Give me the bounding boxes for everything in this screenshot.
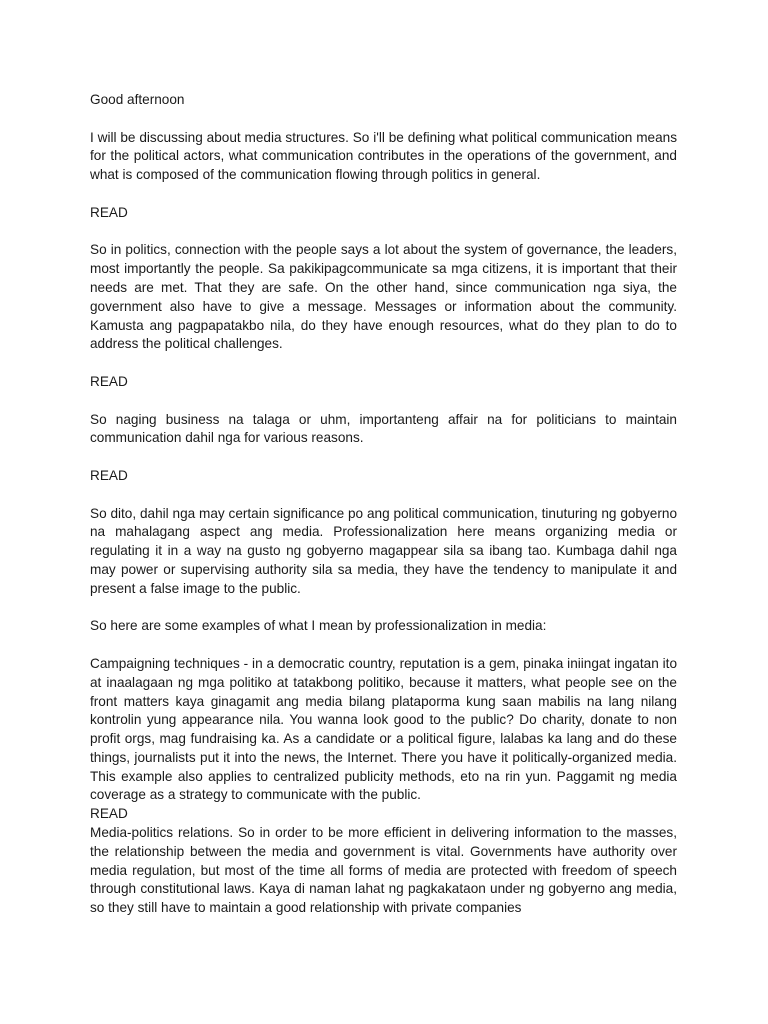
- greeting: Good afternoon: [90, 92, 185, 107]
- read-marker: READ: [90, 204, 128, 220]
- read-marker: READ: [90, 373, 128, 389]
- paragraph-media-structures: I will be discussing about media structures. So i'll be defining what political communication means for the political actors, what communication contributes in the operations of the government, and what is composed of the communication flowing through politics in general.: [90, 129, 677, 183]
- paragraph-examples-intro: So here are some examples of what I mean by professionalization in media:: [90, 618, 547, 634]
- paragraph-campaigning-techniques: Campaigning techniques - in a democratic country, reputation is a gem, pinaka iniingat ingatan ito at inaalagaan ng mga politiko at tatakbong politiko, because it matters, what people see on the front matters kaya ginagamit ang media bilang plataporma kung saan mabilis na lang nilang kontrolin yung appearance nila. You wanna look good to the public? Do charity, donate to non profit orgs, mag fundraising ka. As a candidate or a political figure, lalabas ka lang and do these things, journalists put it into the news, the Internet. There you have it politically-organized media. This example also applies to centralized publicity methods, eto na rin yun. Paggamit ng media coverage as a strategy to communicate with the public.: [90, 655, 677, 803]
- document-page: [90, 91, 677, 918]
- paragraph-business-affair: So naging business na talaga or uhm, importanteng affair na for politicians to maintain communication dahil nga for various reasons.: [90, 411, 677, 446]
- paragraph-politics-connection: So in politics, connection with the people says a lot about the system of governance, the leaders, most importantly the people. Sa pakikipagcommunicate sa mga citizens, it is important that their needs are met. That they are safe. On the other hand, since communication nga siya, the government also have to give a message. Messages or information about the community. Kamusta ang pagpapatakbo nila, do they have enough resources, what do they plan to do to address the political challenges.: [90, 242, 677, 352]
- read-marker: READ: [90, 806, 128, 822]
- read-marker: READ: [90, 467, 128, 483]
- paragraph-professionalization: So dito, dahil nga may certain significance po ang political communication, tinuturing ng gobyerno na mahalagang aspect ang media. Professionalization here means organizing media or regulating it in a way na gusto ng gobyerno magappear sila sa ibang tao. Kumbaga dahil nga may power or supervising authority sila sa media, they have the tendency to manipulate it and present a false image to the public.: [90, 505, 677, 596]
- paragraph-media-politics-relations: Media-politics relations. So in order to be more efficient in delivering information to the masses, the relationship between the media and government is vital. Governments have authority over media regulation, but most of the time all forms of media are protected with freedom of speech through constitutional laws. Kaya di naman lahat ng pagkakataon under ng gobyerno ang media, so they still have to maintain a good relationship with private companies: [90, 825, 677, 916]
